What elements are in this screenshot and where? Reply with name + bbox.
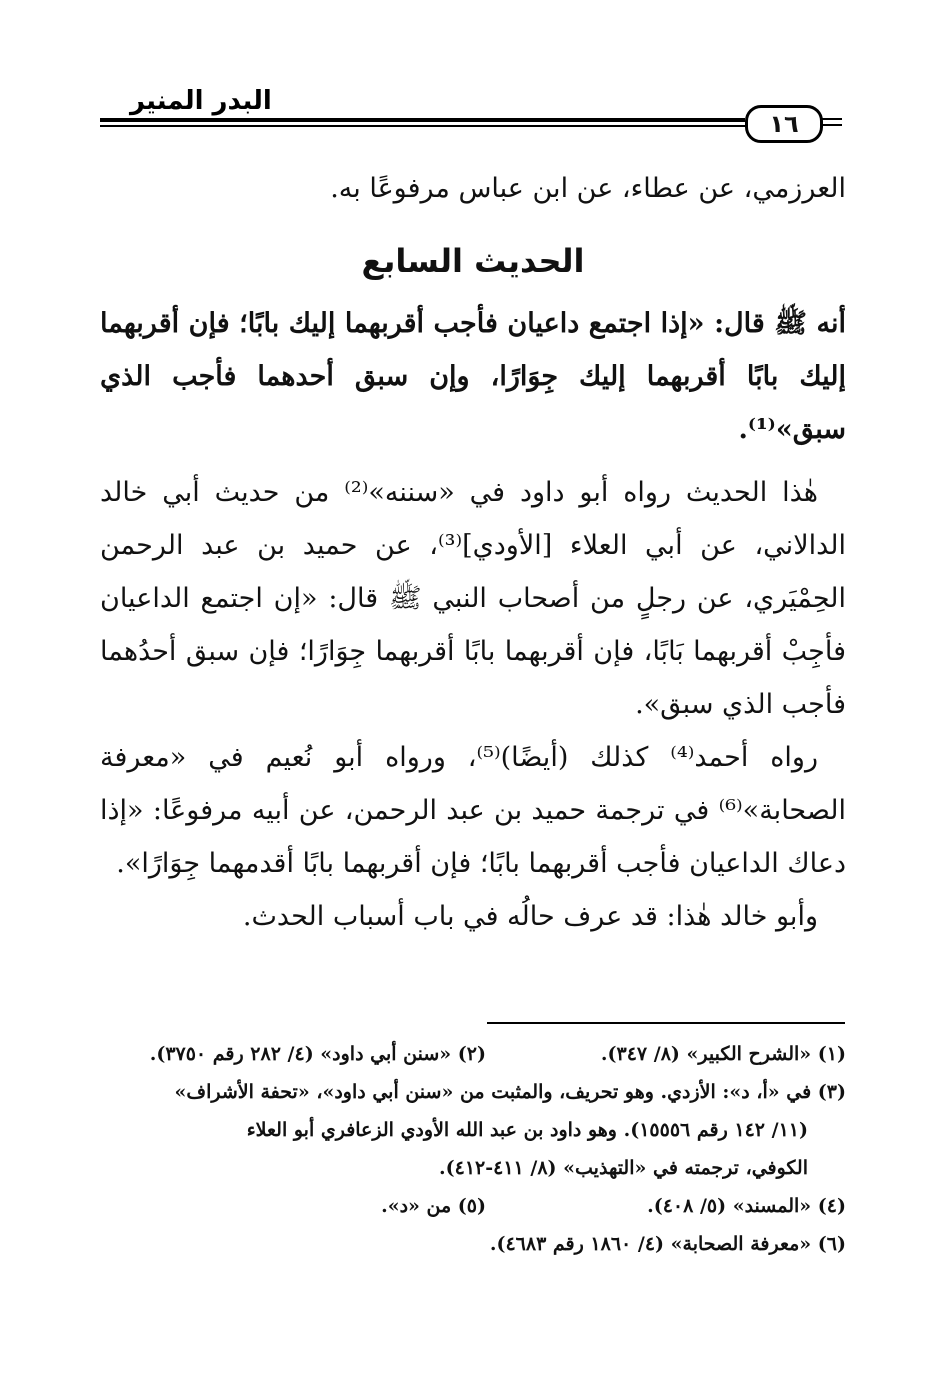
paragraph: هٰذا الحديث رواه أبو داود في «سننه»⁽²⁾ من حديث أبي خالد الدالاني، عن أبي العلاء [الأودي]⁽³⁾، عن حميد بن عبد الرحمن الحِمْيَري، عن رجلٍ من أصحاب النبي ﷺ قال: «إن اجتمع الداعيان فأجِبْ أقربهما بَابًا، فإن أقربهما بابًا أقربهما جِوَارًا؛ فإن سبق أحدُهما فأجب الذي سبق».	[100, 477, 846, 720]
footnote-row	[100, 1035, 846, 1073]
section-title: الحديث السابع	[361, 242, 585, 280]
lead-line: العرزمي، عن عطاء، عن ابن عباس مرفوعًا به.	[330, 173, 846, 204]
footnote-5: (٥) من «د».	[381, 1195, 486, 1217]
page-number: ١٦	[745, 105, 823, 143]
footnotes	[100, 1035, 846, 1263]
footnote-1: (١) «الشرح الكبير» (٨/ ٣٤٧).	[600, 1043, 846, 1065]
header-rule-thin	[100, 125, 745, 127]
footnote-3-continued: الكوفي، ترجمته في «التهذيب» (٨/ ٤١١-٤١٢).	[439, 1157, 808, 1179]
footnote-2: (٢) «سنن أبي داود» (٤/ ٢٨٢ رقم ٣٧٥٠).	[149, 1043, 486, 1065]
footnote-6: (٦) «معرفة الصحابة» (٤/ ١٨٦٠ رقم ٤٦٨٣).	[489, 1233, 846, 1255]
paragraph: وأبو خالد هٰذا: قد عرف حالُه في باب أسباب الحدث.	[242, 901, 818, 932]
paragraph: رواه أحمد⁽⁴⁾ كذلك (أيضًا)⁽⁵⁾، ورواه أبو نُعيم في «معرفة الصحابة»⁽⁶⁾ في ترجمة حميد بن عبد الرحمن، عن أبيه مرفوعًا: «إذا دعاك الداعيان فأجب أقربهما بابًا؛ فإن أقربهما بابًا أقدمهما جِوَارًا».	[100, 742, 846, 879]
body-text	[100, 162, 846, 943]
page-number-tail	[820, 118, 842, 120]
footnote-separator	[487, 1022, 845, 1024]
page-number-tail-thin	[820, 124, 842, 126]
header-rule	[100, 118, 745, 122]
footnote-4: (٤) «المسند» (٥/ ٤٠٨).	[647, 1195, 846, 1217]
hadith-text: أنه ﷺ قال: «إذا اجتمع داعيان فأجب أقربهما إليك بابًا؛ فإن أقربهما إليك بابًا أقربهما إليك جِوَارًا، وإن سبق أحدهما فأجب الذي سبق»⁽¹⁾.	[100, 308, 846, 445]
footnote-3: (٣) في «أ، د»: الأزدي. وهو تحريف، والمثبت من «سنن أبي داود»، «تحفة الأشراف»	[174, 1081, 846, 1103]
footnote-row	[100, 1187, 846, 1225]
running-header-title: البدر المنير	[130, 86, 272, 116]
footnote-3-continued: (١١/ ١٤٢ رقم ١٥٥٥٦). وهو داود بن عبد الله الأودي الزعافري أبو العلاء	[246, 1119, 808, 1141]
